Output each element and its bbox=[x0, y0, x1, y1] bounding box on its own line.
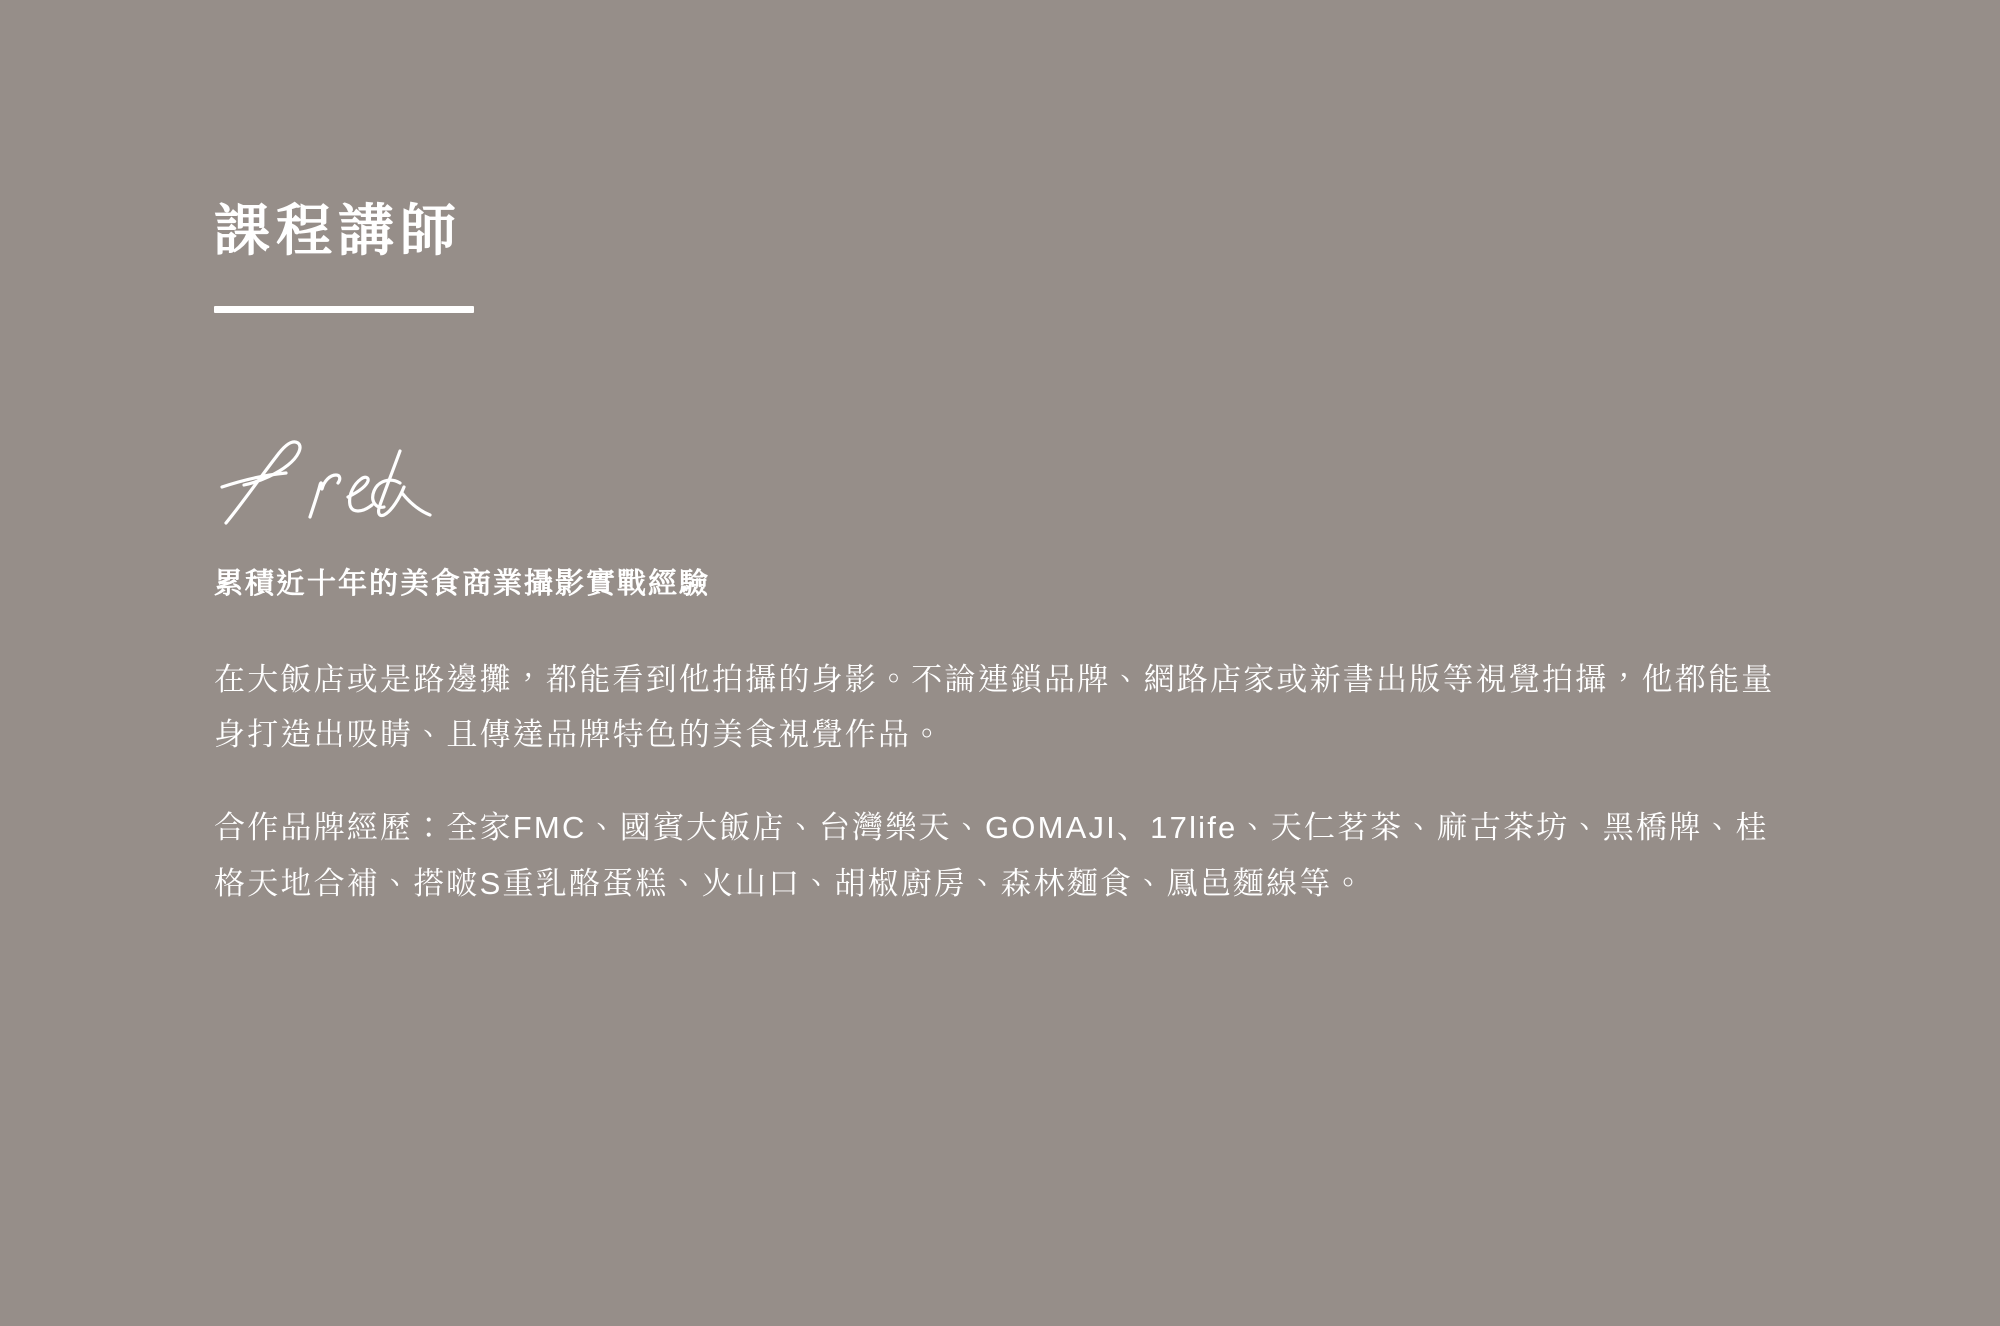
instructor-profile bbox=[214, 431, 1794, 911]
content-container bbox=[214, 200, 1794, 911]
instructor-tagline: 累積近十年的美食商業攝影實戰經驗 bbox=[214, 567, 711, 600]
page-title: 課程講師 bbox=[214, 199, 462, 262]
instructor-bio-paragraph: 在大飯店或是路邊攤，都能看到他拍攝的身影。不論連鎖品牌、網路店家或新書出版等視覺拍攝，他都能量身打造出吸睛、且傳達品牌特色的美食視覺作品。 bbox=[214, 662, 1775, 753]
instructor-brands-paragraph: 合作品牌經歷：全家FMC、國賓大飯店、台灣樂天、GOMAJI、17life、天仁茗茶、麻古茶坊、黑橋牌、桂格天地合補、搭啵S重乳酪蛋糕、火山口、胡椒廚房、森林麵食、鳳邑麵線等。 bbox=[214, 810, 1769, 901]
instructor-signature bbox=[214, 431, 1794, 541]
title-underline-rule bbox=[214, 306, 474, 313]
